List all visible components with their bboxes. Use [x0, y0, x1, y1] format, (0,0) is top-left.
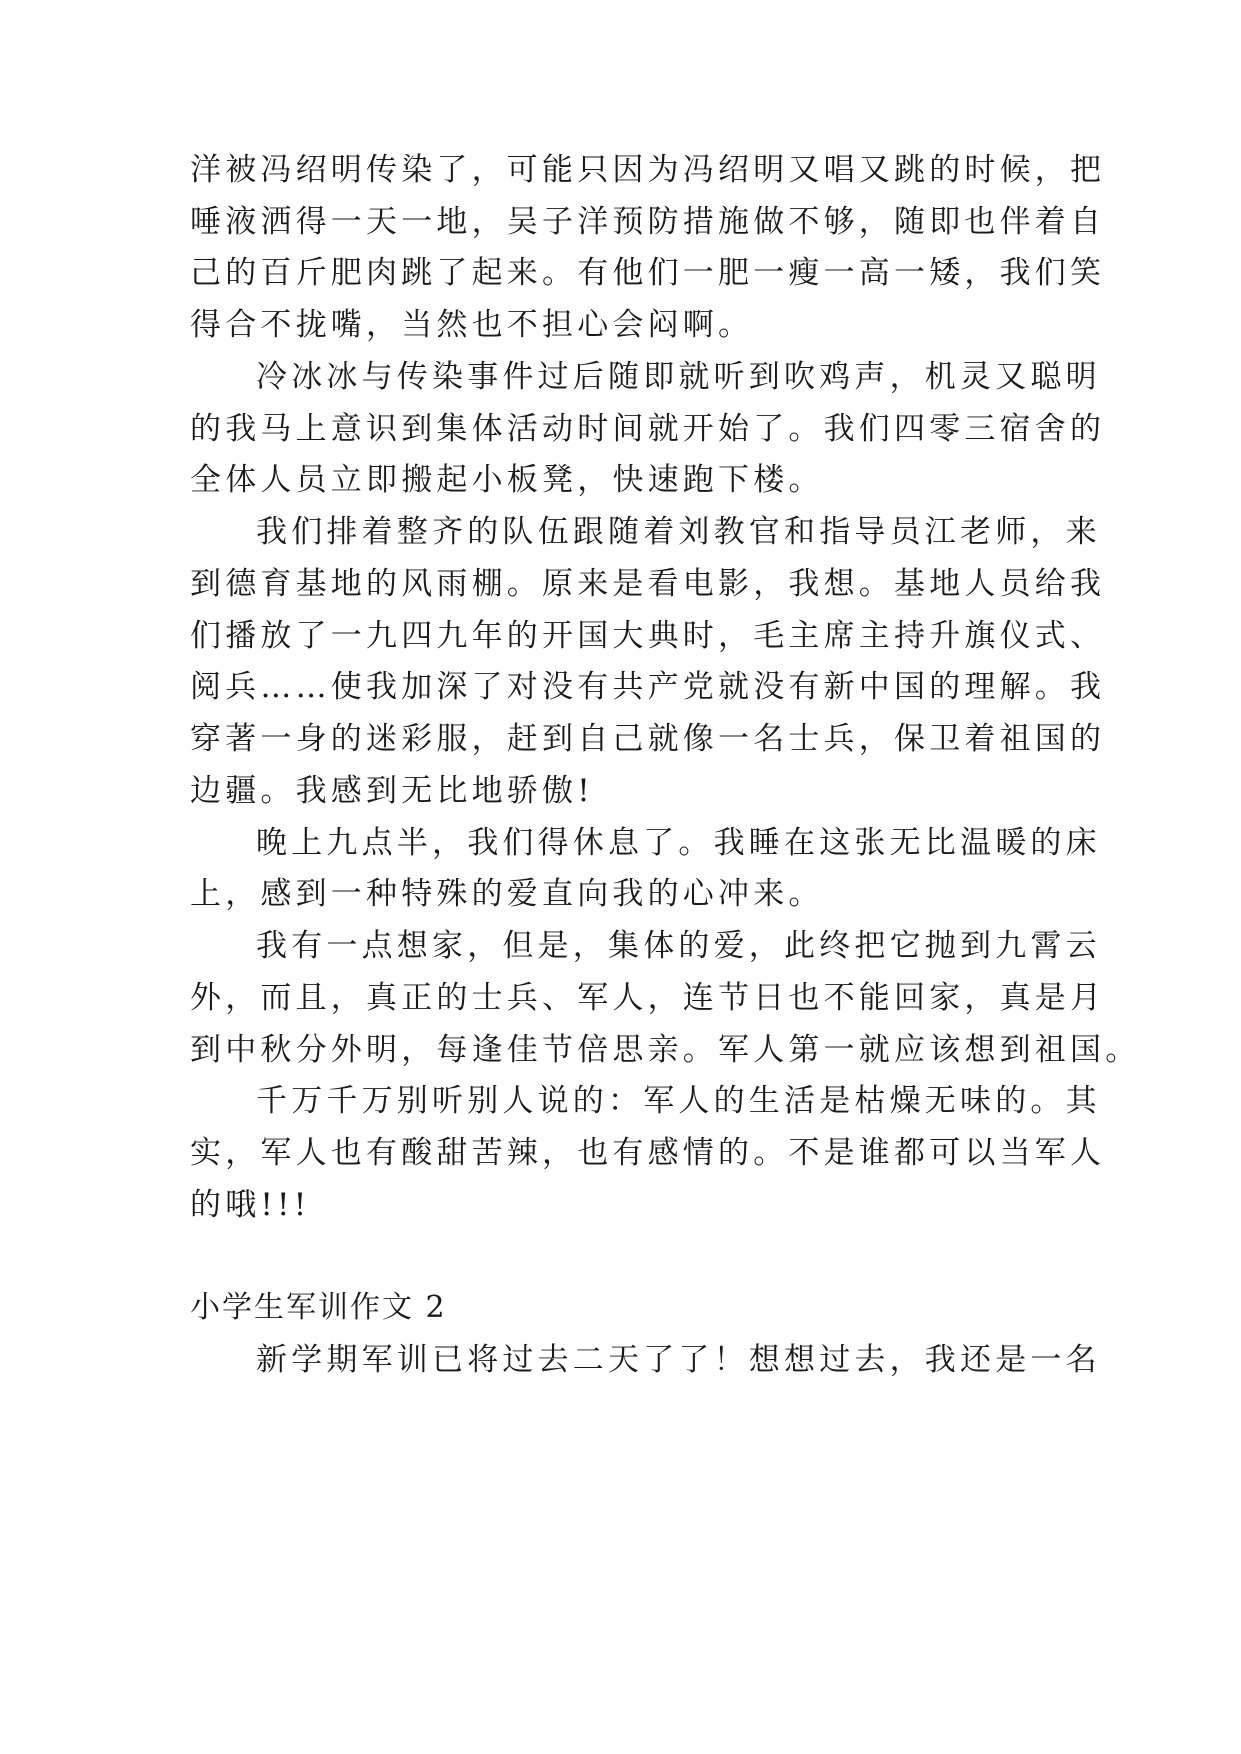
paragraph-first-line: 千万千万别听别人说的：军人的生活是枯燥无味的。其: [256, 1083, 1101, 1119]
text-line: 们播放了一九四九年的开国大典时，毛主席主持升旗仪式、: [190, 618, 1106, 654]
text-line: 己的百斤肥肉跳了起来。有他们一肥一瘦一高一矮，我们笑: [190, 255, 1106, 291]
paragraph-first-line: 我有一点想家，但是，集体的爱，此终把它抛到九霄云: [256, 928, 1101, 964]
section-title: 小学生军训作文 2: [190, 1290, 447, 1325]
text-line: 唾液洒得一天一地，吴子洋预防措施做不够，随即也伴着自: [190, 204, 1106, 240]
text-line: 到中秋分外明，每逢佳节倍思亲。军人第一就应该想到祖国。: [190, 1032, 1141, 1068]
text-line: 边疆。我感到无比地骄傲!: [190, 773, 594, 809]
text-line: 到德育基地的风雨棚。原来是看电影，我想。基地人员给我: [190, 566, 1106, 602]
paragraph-first-line: 新学期军训已将过去二天了了！想想过去，我还是一名: [256, 1342, 1101, 1378]
text-line: 实，军人也有酸甜苦辣，也有感情的。不是谁都可以当军人: [190, 1135, 1106, 1171]
text-line: 全体人员立即搬起小板凳，快速跑下楼。: [190, 462, 824, 498]
paragraph-first-line: 我们排着整齐的队伍跟随着刘教官和指导员江老师，来: [256, 514, 1101, 550]
text-line: 的哦!!!: [190, 1187, 311, 1223]
text-line: 得合不拢嘴，当然也不担心会闷啊。: [190, 307, 754, 343]
text-line: 外，而且，真正的士兵、军人，连节日也不能回家，真是月: [190, 980, 1106, 1016]
text-line: 洋被冯绍明传染了，可能只因为冯绍明又唱又跳的时候，把: [190, 152, 1106, 188]
text-line: 阅兵……使我加深了对没有共产党就没有新中国的理解。我: [190, 669, 1106, 705]
paragraph-first-line: 冷冰冰与传染事件过后随即就听到吹鸡声，机灵又聪明: [256, 359, 1101, 395]
text-line: 穿著一身的迷彩服，赶到自己就像一名士兵，保卫着祖国的: [190, 721, 1106, 757]
paragraph-first-line: 晚上九点半，我们得休息了。我睡在这张无比温暖的床: [256, 825, 1101, 861]
text-line: 的我马上意识到集体活动时间就开始了。我们四零三宿舍的: [190, 411, 1106, 447]
text-line: 上，感到一种特殊的爱直向我的心冲来。: [190, 876, 824, 912]
